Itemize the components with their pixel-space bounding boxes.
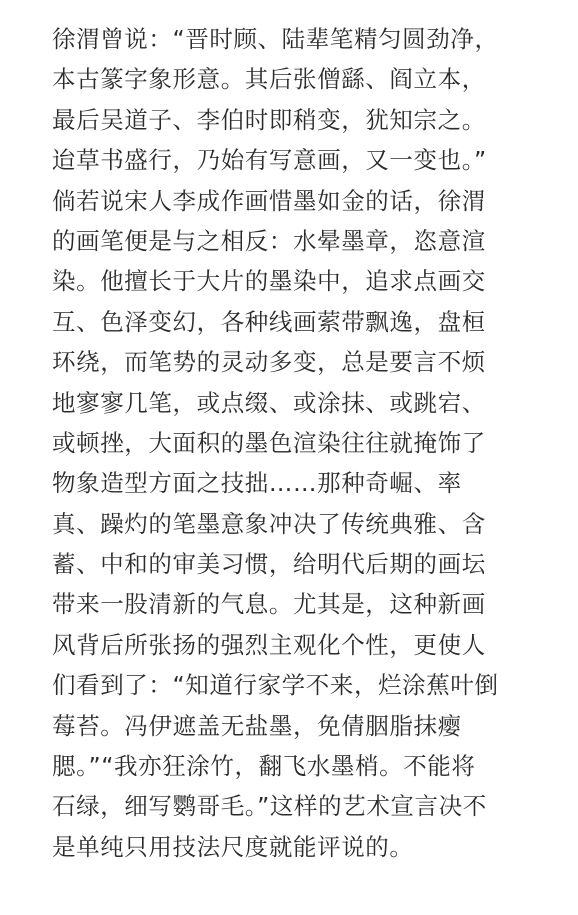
text-line: 莓苔。冯伊遮盖无盐墨，免倩胭脂抹瘿 <box>52 711 462 740</box>
text-line: 本古篆字象形意。其后张僧繇、阎立本， <box>52 65 486 94</box>
text-line: 染。他擅长于大片的墨染中，追求点画交 <box>52 267 486 296</box>
text-line: 或顿挫，大面积的墨色渲染往往就掩饰了 <box>52 428 486 457</box>
text-line: 环绕，而笔势的灵动多变，总是要言不烦 <box>52 348 486 377</box>
text-line: 最后吴道子、李伯时即稍变，犹知宗之。 <box>52 105 486 134</box>
text-line: 的画笔便是与之相反：水晕墨章，恣意渲 <box>52 226 486 255</box>
text-line: 风背后所张扬的强烈主观化个性，更使人 <box>52 630 486 659</box>
text-line: 是单纯只用技法尺度就能评说的。 <box>52 832 414 861</box>
text-line: 腮。”“我亦狂涂竹，翻飞水墨梢。不能将 <box>52 752 476 781</box>
text-line: 蓄、中和的审美习惯，给明代后期的画坛 <box>52 550 486 579</box>
article-text <box>52 19 572 867</box>
text-line: 物象造型方面之技拙……那种奇崛、率 <box>52 469 462 498</box>
text-line: 真、躁灼的笔墨意象冲决了传统典雅、含 <box>52 509 486 538</box>
text-line: 互、色泽变幻，各种线画萦带飘逸，盘桓 <box>52 307 486 336</box>
text-line: 带来一股清新的气息。尤其是，这种新画 <box>52 590 486 619</box>
text-line: 徐渭曾说：“晋时顾、陆辈笔精匀圆劲净， <box>52 25 499 53</box>
text-line: 地寥寥几笔，或点缀、或涂抹、或跳宕、 <box>52 388 486 417</box>
text-line: 倘若说宋人李成作画惜墨如金的话，徐渭 <box>52 186 486 215</box>
text-line: 们看到了：“知道行家学不来，烂涂蕉叶倒 <box>52 671 499 700</box>
text-line: 石绿，细写鹦哥毛。”这样的艺术宣言决不 <box>52 792 487 821</box>
text-line: 迨草书盛行，乃始有写意画，又一变也。” <box>52 146 487 175</box>
